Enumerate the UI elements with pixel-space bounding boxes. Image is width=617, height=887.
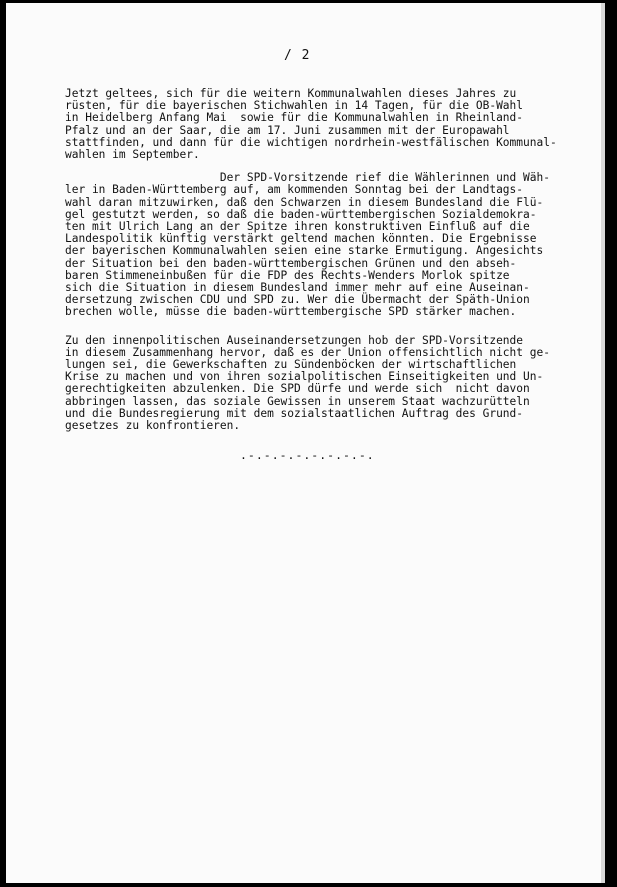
text-line: lungen sei, die Gewerkschaften zu Sündenböcken der wirtschaftlichen (65, 358, 517, 372)
text-line: der Situation bei den baden-württembergischen Grünen und den abseh- (65, 256, 517, 270)
text-line: dersetzung zwischen CDU und SPD zu. Wer die Übermacht der Späth-Union (65, 293, 530, 307)
text-line: stattfinden, und dann für die wichtigen nordrhein-westfälischen Kommunal- (65, 135, 557, 149)
text-line: Pfalz und an der Saar, die am 17. Juni zusammen mit der Europawahl (65, 123, 510, 137)
scan-border-right (605, 0, 617, 887)
end-of-text-mark: .-.-.-.-.-.-.-.-. (240, 448, 375, 462)
scan-border-top (0, 0, 617, 3)
text-line: Landespolitik künftig verstärkt geltend machen könnten. Die Ergebnisse (65, 232, 537, 246)
text-line: ten mit Ulrich Lang an der Spitze ihren konstruktiven Einfluß auf die (65, 220, 530, 234)
paragraph-3 (65, 335, 600, 433)
text-line: brechen wolle, müsse die baden-württembergische SPD stärker machen. (65, 305, 517, 319)
text-line: sich die Situation in diesem Bundesland immer mehr auf eine Auseinan- (65, 281, 530, 295)
text-line: in Heidelberg Anfang Mai sowie für die Kommunalwahlen in Rheinland- (65, 111, 524, 125)
text-line: gerechtigkeiten abzulenken. Die SPD dürfe und werde sich nicht davon (65, 382, 530, 396)
text-line: abbringen lassen, das soziale Gewissen in unserem Staat wachzurütteln (65, 394, 530, 408)
scan-border-left (0, 0, 6, 887)
text-line: in diesem Zusammenhang hervor, daß es der Union offensichtlich nicht ge- (65, 345, 550, 359)
text-line: wahlen im September. (65, 148, 200, 162)
paragraph-2 (65, 172, 600, 318)
text-line: baren Stimmeneinbußen für die FDP des Rechts-Wenders Morlok spitze (65, 268, 510, 282)
text-line: Zu den innenpolitischen Auseinandersetzungen hob der SPD-Vorsitzende (65, 333, 524, 347)
text-line: Krise zu machen und von ihren sozialpolitischen Einseitigkeiten und Un- (65, 370, 544, 384)
text-line: und die Bundesregierung mit dem sozialstaatlichen Auftrag des Grund- (65, 406, 524, 420)
text-line: der bayerischen Kommunalwahlen seien eine starke Ermutigung. Angesichts (65, 244, 544, 258)
text-line: gel gestutzt werden, so daß die baden-württembergischen Sozialdemokra- (65, 207, 537, 221)
page-number: / 2 (284, 48, 311, 63)
document-body (65, 88, 600, 432)
text-line: Der SPD-Vorsitzende rief die Wählerinnen und Wäh- (65, 171, 550, 185)
text-line: ler in Baden-Württemberg auf, am kommenden Sonntag bei der Landtags- (65, 183, 524, 197)
text-line: gesetzes zu konfrontieren. (65, 419, 241, 433)
text-line: Jetzt geltees, sich für die weitern Kommunalwahlen dieses Jahres zu (65, 87, 517, 100)
text-line: rüsten, für die bayerischen Stichwahlen in 14 Tagen, für die OB-Wahl (65, 99, 524, 113)
paragraph-1 (65, 88, 600, 161)
text-line: wahl daran mitzuwirken, daß den Schwarzen in diesem Bundesland die Flü- (65, 195, 544, 209)
scan-shadow-right (601, 0, 605, 887)
scan-border-bottom (0, 883, 617, 887)
